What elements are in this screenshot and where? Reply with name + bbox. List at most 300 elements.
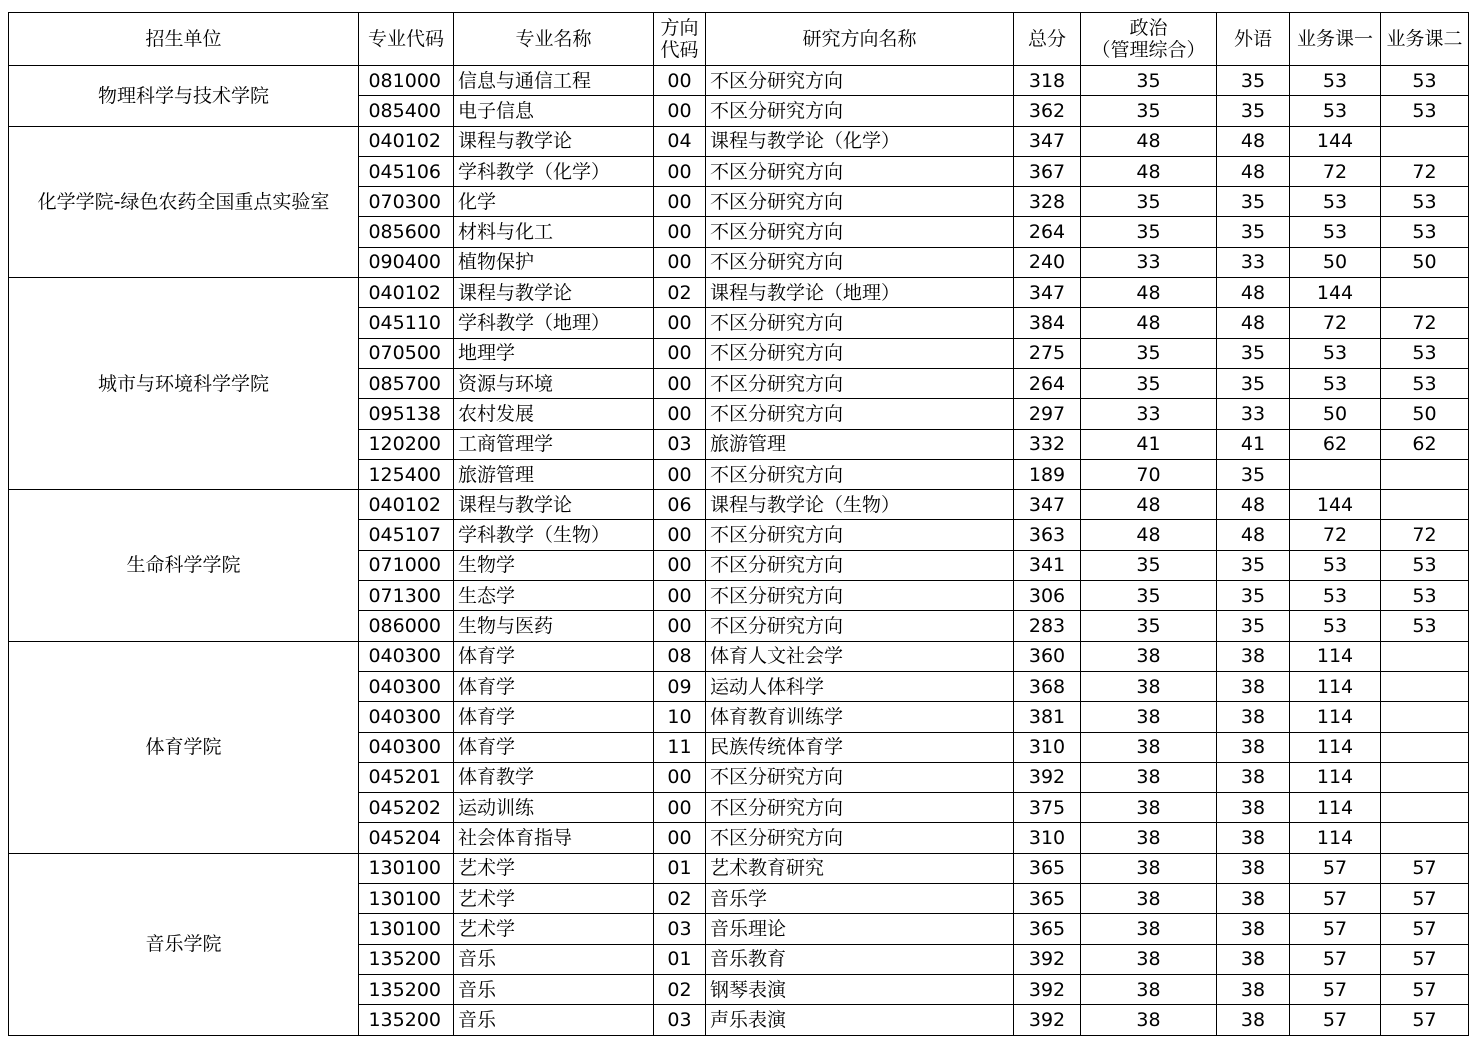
politics-score-cell: 38 [1081, 732, 1217, 762]
total-score-cell: 367 [1014, 156, 1081, 186]
total-score-cell: 318 [1014, 66, 1081, 96]
direction-name-cell: 声乐表演 [706, 1005, 1014, 1035]
foreign-language-score-cell: 38 [1217, 762, 1290, 792]
foreign-language-score-cell: 38 [1217, 641, 1290, 671]
foreign-language-score-cell: 48 [1217, 308, 1290, 338]
direction-code-cell: 11 [654, 732, 706, 762]
major-name-cell: 资源与环境 [454, 368, 654, 398]
foreign-language-score-cell: 48 [1217, 278, 1290, 308]
politics-score-cell: 38 [1081, 823, 1217, 853]
course2-score-cell: 57 [1381, 914, 1469, 944]
course1-score-cell: 53 [1290, 368, 1381, 398]
major-code-cell: 125400 [359, 459, 454, 489]
foreign-language-score-cell: 35 [1217, 66, 1290, 96]
foreign-language-score-cell: 38 [1217, 974, 1290, 1004]
direction-code-cell: 00 [654, 66, 706, 96]
direction-code-cell: 01 [654, 853, 706, 883]
foreign-language-score-cell: 35 [1217, 187, 1290, 217]
major-code-cell: 070300 [359, 187, 454, 217]
foreign-language-score-cell: 48 [1217, 126, 1290, 156]
total-score-cell: 365 [1014, 884, 1081, 914]
course2-score-cell: 57 [1381, 884, 1469, 914]
unit-cell: 物理科学与技术学院 [9, 66, 359, 127]
direction-name-cell: 体育教育训练学 [706, 702, 1014, 732]
major-code-cell: 130100 [359, 884, 454, 914]
foreign-language-score-cell: 38 [1217, 914, 1290, 944]
major-name-cell: 农村发展 [454, 399, 654, 429]
course1-score-cell: 53 [1290, 96, 1381, 126]
course2-score-cell [1381, 671, 1469, 701]
foreign-language-score-cell: 38 [1217, 702, 1290, 732]
major-name-cell: 生态学 [454, 581, 654, 611]
major-name-cell: 学科教学（化学） [454, 156, 654, 186]
course1-score-cell: 53 [1290, 187, 1381, 217]
total-score-cell: 264 [1014, 368, 1081, 398]
foreign-language-score-cell: 38 [1217, 884, 1290, 914]
politics-score-cell: 38 [1081, 641, 1217, 671]
direction-name-cell: 不区分研究方向 [706, 459, 1014, 489]
major-code-cell: 071300 [359, 581, 454, 611]
direction-name-cell: 不区分研究方向 [706, 187, 1014, 217]
direction-name-cell: 艺术教育研究 [706, 853, 1014, 883]
course2-score-cell: 57 [1381, 1005, 1469, 1035]
politics-score-cell: 35 [1081, 581, 1217, 611]
major-name-cell: 音乐 [454, 944, 654, 974]
major-name-cell: 工商管理学 [454, 429, 654, 459]
unit-cell: 音乐学院 [9, 853, 359, 1035]
course2-score-cell: 72 [1381, 156, 1469, 186]
table-row [9, 278, 1469, 308]
total-score-cell: 264 [1014, 217, 1081, 247]
politics-score-cell: 48 [1081, 308, 1217, 338]
total-score-cell: 283 [1014, 611, 1081, 641]
course2-score-cell: 53 [1381, 217, 1469, 247]
direction-code-cell: 00 [654, 96, 706, 126]
foreign-language-score-cell: 35 [1217, 96, 1290, 126]
unit-cell: 生命科学学院 [9, 490, 359, 641]
course2-score-cell: 57 [1381, 944, 1469, 974]
major-code-cell: 130100 [359, 914, 454, 944]
table-row [9, 126, 1469, 156]
foreign-language-score-cell: 35 [1217, 550, 1290, 580]
politics-score-cell: 48 [1081, 126, 1217, 156]
direction-name-cell: 民族传统体育学 [706, 732, 1014, 762]
major-name-cell: 艺术学 [454, 914, 654, 944]
header-total: 总分 [1014, 13, 1081, 66]
direction-name-cell: 不区分研究方向 [706, 520, 1014, 550]
major-code-cell: 045204 [359, 823, 454, 853]
course2-score-cell: 53 [1381, 581, 1469, 611]
table-row [9, 66, 1469, 96]
direction-code-cell: 09 [654, 671, 706, 701]
direction-code-cell: 00 [654, 611, 706, 641]
total-score-cell: 365 [1014, 914, 1081, 944]
foreign-language-score-cell: 33 [1217, 247, 1290, 277]
total-score-cell: 240 [1014, 247, 1081, 277]
direction-code-cell: 04 [654, 126, 706, 156]
foreign-language-score-cell: 38 [1217, 671, 1290, 701]
direction-name-cell: 不区分研究方向 [706, 762, 1014, 792]
foreign-language-score-cell: 38 [1217, 944, 1290, 974]
major-code-cell: 045110 [359, 308, 454, 338]
major-code-cell: 090400 [359, 247, 454, 277]
header-course1: 业务课一 [1290, 13, 1381, 66]
politics-score-cell: 35 [1081, 611, 1217, 641]
foreign-language-score-cell: 48 [1217, 156, 1290, 186]
politics-score-cell: 38 [1081, 974, 1217, 1004]
major-code-cell: 040300 [359, 732, 454, 762]
politics-score-cell: 35 [1081, 66, 1217, 96]
politics-score-cell: 35 [1081, 217, 1217, 247]
direction-name-cell: 不区分研究方向 [706, 399, 1014, 429]
unit-cell: 城市与环境科学学院 [9, 278, 359, 490]
header-politics [1081, 13, 1217, 66]
major-code-cell: 045201 [359, 762, 454, 792]
course1-score-cell: 114 [1290, 641, 1381, 671]
direction-name-cell: 钢琴表演 [706, 974, 1014, 1004]
politics-score-cell: 35 [1081, 96, 1217, 126]
politics-score-cell: 38 [1081, 853, 1217, 883]
major-code-cell: 045107 [359, 520, 454, 550]
direction-name-cell: 不区分研究方向 [706, 308, 1014, 338]
course2-score-cell [1381, 278, 1469, 308]
course2-score-cell [1381, 702, 1469, 732]
course2-score-cell: 53 [1381, 187, 1469, 217]
total-score-cell: 189 [1014, 459, 1081, 489]
course1-score-cell: 114 [1290, 671, 1381, 701]
course2-score-cell [1381, 641, 1469, 671]
foreign-language-score-cell: 35 [1217, 217, 1290, 247]
direction-name-cell: 不区分研究方向 [706, 247, 1014, 277]
politics-score-cell: 35 [1081, 368, 1217, 398]
major-code-cell: 120200 [359, 429, 454, 459]
direction-code-cell: 10 [654, 702, 706, 732]
direction-code-cell: 00 [654, 793, 706, 823]
major-code-cell: 085600 [359, 217, 454, 247]
direction-name-cell: 不区分研究方向 [706, 823, 1014, 853]
course1-score-cell: 50 [1290, 247, 1381, 277]
course2-score-cell [1381, 490, 1469, 520]
direction-name-cell: 音乐教育 [706, 944, 1014, 974]
direction-name-cell: 不区分研究方向 [706, 338, 1014, 368]
table-row [9, 853, 1469, 883]
major-name-cell: 旅游管理 [454, 459, 654, 489]
direction-name-cell: 课程与教学论（地理） [706, 278, 1014, 308]
foreign-language-score-cell: 35 [1217, 611, 1290, 641]
direction-name-cell: 不区分研究方向 [706, 550, 1014, 580]
major-name-cell: 课程与教学论 [454, 278, 654, 308]
header-unit: 招生单位 [9, 13, 359, 66]
total-score-cell: 306 [1014, 581, 1081, 611]
politics-score-cell: 70 [1081, 459, 1217, 489]
major-name-cell: 地理学 [454, 338, 654, 368]
politics-score-cell: 38 [1081, 702, 1217, 732]
table-row [9, 641, 1469, 671]
total-score-cell: 310 [1014, 732, 1081, 762]
direction-name-cell: 课程与教学论（生物） [706, 490, 1014, 520]
major-name-cell: 音乐 [454, 1005, 654, 1035]
direction-code-cell: 00 [654, 156, 706, 186]
major-name-cell: 信息与通信工程 [454, 66, 654, 96]
major-code-cell: 081000 [359, 66, 454, 96]
course2-score-cell: 57 [1381, 974, 1469, 1004]
course1-score-cell: 72 [1290, 308, 1381, 338]
total-score-cell: 341 [1014, 550, 1081, 580]
direction-code-cell: 01 [654, 944, 706, 974]
course2-score-cell: 53 [1381, 66, 1469, 96]
major-name-cell: 课程与教学论 [454, 490, 654, 520]
course2-score-cell: 72 [1381, 520, 1469, 550]
direction-code-cell: 03 [654, 429, 706, 459]
header-row [9, 13, 1469, 66]
direction-name-cell: 不区分研究方向 [706, 217, 1014, 247]
major-code-cell: 040300 [359, 702, 454, 732]
major-name-cell: 植物保护 [454, 247, 654, 277]
major-code-cell: 040102 [359, 278, 454, 308]
total-score-cell: 368 [1014, 671, 1081, 701]
total-score-cell: 375 [1014, 793, 1081, 823]
course1-score-cell: 50 [1290, 399, 1381, 429]
major-name-cell: 学科教学（地理） [454, 308, 654, 338]
direction-code-cell: 00 [654, 187, 706, 217]
major-name-cell: 生物学 [454, 550, 654, 580]
course2-score-cell: 72 [1381, 308, 1469, 338]
course1-score-cell: 57 [1290, 1005, 1381, 1035]
course1-score-cell: 57 [1290, 884, 1381, 914]
foreign-language-score-cell: 38 [1217, 1005, 1290, 1035]
major-code-cell: 040102 [359, 490, 454, 520]
header-code: 专业代码 [359, 13, 454, 66]
direction-code-cell: 00 [654, 399, 706, 429]
course2-score-cell: 53 [1381, 368, 1469, 398]
direction-name-cell: 体育人文社会学 [706, 641, 1014, 671]
direction-code-cell: 00 [654, 338, 706, 368]
major-code-cell: 135200 [359, 944, 454, 974]
major-code-cell: 070500 [359, 338, 454, 368]
politics-score-cell: 38 [1081, 793, 1217, 823]
unit-cell: 化学学院-绿色农药全国重点实验室 [9, 126, 359, 277]
direction-code-cell: 00 [654, 762, 706, 792]
direction-code-cell: 00 [654, 217, 706, 247]
header-dir-code [654, 13, 706, 66]
course1-score-cell: 72 [1290, 520, 1381, 550]
major-name-cell: 音乐 [454, 974, 654, 1004]
direction-code-cell: 00 [654, 368, 706, 398]
major-code-cell: 095138 [359, 399, 454, 429]
course2-score-cell [1381, 793, 1469, 823]
course1-score-cell: 144 [1290, 490, 1381, 520]
course1-score-cell: 72 [1290, 156, 1381, 186]
direction-name-cell: 不区分研究方向 [706, 793, 1014, 823]
major-name-cell: 体育学 [454, 641, 654, 671]
foreign-language-score-cell: 38 [1217, 853, 1290, 883]
course2-score-cell: 53 [1381, 96, 1469, 126]
major-name-cell: 体育学 [454, 732, 654, 762]
direction-name-cell: 不区分研究方向 [706, 66, 1014, 96]
course2-score-cell [1381, 823, 1469, 853]
foreign-language-score-cell: 35 [1217, 368, 1290, 398]
header-course2: 业务课二 [1381, 13, 1469, 66]
major-code-cell: 040102 [359, 126, 454, 156]
total-score-cell: 392 [1014, 974, 1081, 1004]
course2-score-cell [1381, 762, 1469, 792]
major-code-cell: 045202 [359, 793, 454, 823]
header-politics-line1: 政治 [1129, 17, 1168, 39]
major-name-cell: 体育学 [454, 671, 654, 701]
course2-score-cell: 62 [1381, 429, 1469, 459]
major-name-cell: 电子信息 [454, 96, 654, 126]
foreign-language-score-cell: 48 [1217, 490, 1290, 520]
course2-score-cell: 53 [1381, 611, 1469, 641]
header-politics-line2: （管理综合） [1091, 39, 1206, 61]
direction-code-cell: 00 [654, 520, 706, 550]
major-name-cell: 化学 [454, 187, 654, 217]
direction-code-cell: 03 [654, 914, 706, 944]
total-score-cell: 381 [1014, 702, 1081, 732]
major-code-cell: 135200 [359, 974, 454, 1004]
major-code-cell: 040300 [359, 641, 454, 671]
total-score-cell: 328 [1014, 187, 1081, 217]
total-score-cell: 275 [1014, 338, 1081, 368]
direction-name-cell: 不区分研究方向 [706, 96, 1014, 126]
politics-score-cell: 38 [1081, 1005, 1217, 1035]
header-dir-code-line2: 代码 [660, 39, 699, 61]
course1-score-cell: 114 [1290, 762, 1381, 792]
foreign-language-score-cell: 33 [1217, 399, 1290, 429]
direction-code-cell: 00 [654, 581, 706, 611]
major-code-cell: 045106 [359, 156, 454, 186]
direction-code-cell: 00 [654, 247, 706, 277]
direction-code-cell: 06 [654, 490, 706, 520]
major-name-cell: 体育学 [454, 702, 654, 732]
total-score-cell: 347 [1014, 490, 1081, 520]
score-table [8, 12, 1469, 1036]
foreign-language-score-cell: 38 [1217, 793, 1290, 823]
direction-name-cell: 课程与教学论（化学） [706, 126, 1014, 156]
direction-code-cell: 02 [654, 974, 706, 1004]
politics-score-cell: 38 [1081, 944, 1217, 974]
direction-code-cell: 00 [654, 550, 706, 580]
course1-score-cell: 53 [1290, 66, 1381, 96]
foreign-language-score-cell: 48 [1217, 520, 1290, 550]
direction-name-cell: 不区分研究方向 [706, 611, 1014, 641]
total-score-cell: 332 [1014, 429, 1081, 459]
course2-score-cell: 53 [1381, 550, 1469, 580]
politics-score-cell: 33 [1081, 399, 1217, 429]
total-score-cell: 297 [1014, 399, 1081, 429]
politics-score-cell: 38 [1081, 762, 1217, 792]
politics-score-cell: 35 [1081, 338, 1217, 368]
foreign-language-score-cell: 35 [1217, 581, 1290, 611]
major-code-cell: 085400 [359, 96, 454, 126]
direction-name-cell: 音乐学 [706, 884, 1014, 914]
course1-score-cell: 57 [1290, 944, 1381, 974]
politics-score-cell: 33 [1081, 247, 1217, 277]
foreign-language-score-cell: 35 [1217, 459, 1290, 489]
foreign-language-score-cell: 38 [1217, 732, 1290, 762]
total-score-cell: 384 [1014, 308, 1081, 338]
major-code-cell: 071000 [359, 550, 454, 580]
header-dir-code-line1: 方向 [660, 17, 699, 39]
direction-name-cell: 不区分研究方向 [706, 156, 1014, 186]
foreign-language-score-cell: 35 [1217, 338, 1290, 368]
direction-code-cell: 02 [654, 278, 706, 308]
direction-code-cell: 08 [654, 641, 706, 671]
direction-code-cell: 03 [654, 1005, 706, 1035]
direction-code-cell: 02 [654, 884, 706, 914]
course1-score-cell: 114 [1290, 702, 1381, 732]
course2-score-cell [1381, 732, 1469, 762]
major-name-cell: 艺术学 [454, 853, 654, 883]
course2-score-cell: 50 [1381, 247, 1469, 277]
course1-score-cell: 53 [1290, 550, 1381, 580]
politics-score-cell: 48 [1081, 278, 1217, 308]
politics-score-cell: 38 [1081, 914, 1217, 944]
major-name-cell: 课程与教学论 [454, 126, 654, 156]
course1-score-cell [1290, 459, 1381, 489]
course1-score-cell: 53 [1290, 581, 1381, 611]
table-body [9, 66, 1469, 1036]
course1-score-cell: 57 [1290, 914, 1381, 944]
politics-score-cell: 41 [1081, 429, 1217, 459]
politics-score-cell: 48 [1081, 156, 1217, 186]
course1-score-cell: 62 [1290, 429, 1381, 459]
total-score-cell: 360 [1014, 641, 1081, 671]
major-name-cell: 艺术学 [454, 884, 654, 914]
course1-score-cell: 57 [1290, 974, 1381, 1004]
direction-code-cell: 00 [654, 308, 706, 338]
politics-score-cell: 35 [1081, 550, 1217, 580]
major-name-cell: 社会体育指导 [454, 823, 654, 853]
total-score-cell: 365 [1014, 853, 1081, 883]
course2-score-cell: 50 [1381, 399, 1469, 429]
foreign-language-score-cell: 41 [1217, 429, 1290, 459]
course1-score-cell: 53 [1290, 217, 1381, 247]
course2-score-cell [1381, 459, 1469, 489]
course1-score-cell: 53 [1290, 611, 1381, 641]
major-code-cell: 086000 [359, 611, 454, 641]
course1-score-cell: 57 [1290, 853, 1381, 883]
course2-score-cell: 53 [1381, 338, 1469, 368]
course1-score-cell: 53 [1290, 338, 1381, 368]
total-score-cell: 363 [1014, 520, 1081, 550]
total-score-cell: 362 [1014, 96, 1081, 126]
total-score-cell: 347 [1014, 278, 1081, 308]
foreign-language-score-cell: 38 [1217, 823, 1290, 853]
course1-score-cell: 114 [1290, 823, 1381, 853]
major-name-cell: 学科教学（生物） [454, 520, 654, 550]
course1-score-cell: 114 [1290, 732, 1381, 762]
politics-score-cell: 48 [1081, 520, 1217, 550]
header-name: 专业名称 [454, 13, 654, 66]
total-score-cell: 392 [1014, 944, 1081, 974]
major-code-cell: 085700 [359, 368, 454, 398]
major-code-cell: 040300 [359, 671, 454, 701]
major-code-cell: 135200 [359, 1005, 454, 1035]
total-score-cell: 310 [1014, 823, 1081, 853]
politics-score-cell: 38 [1081, 671, 1217, 701]
politics-score-cell: 38 [1081, 884, 1217, 914]
politics-score-cell: 48 [1081, 490, 1217, 520]
header-foreign: 外语 [1217, 13, 1290, 66]
course2-score-cell [1381, 126, 1469, 156]
table-row [9, 490, 1469, 520]
politics-score-cell: 35 [1081, 187, 1217, 217]
course1-score-cell: 144 [1290, 126, 1381, 156]
major-name-cell: 体育教学 [454, 762, 654, 792]
header-dir-name: 研究方向名称 [706, 13, 1014, 66]
direction-code-cell: 00 [654, 459, 706, 489]
